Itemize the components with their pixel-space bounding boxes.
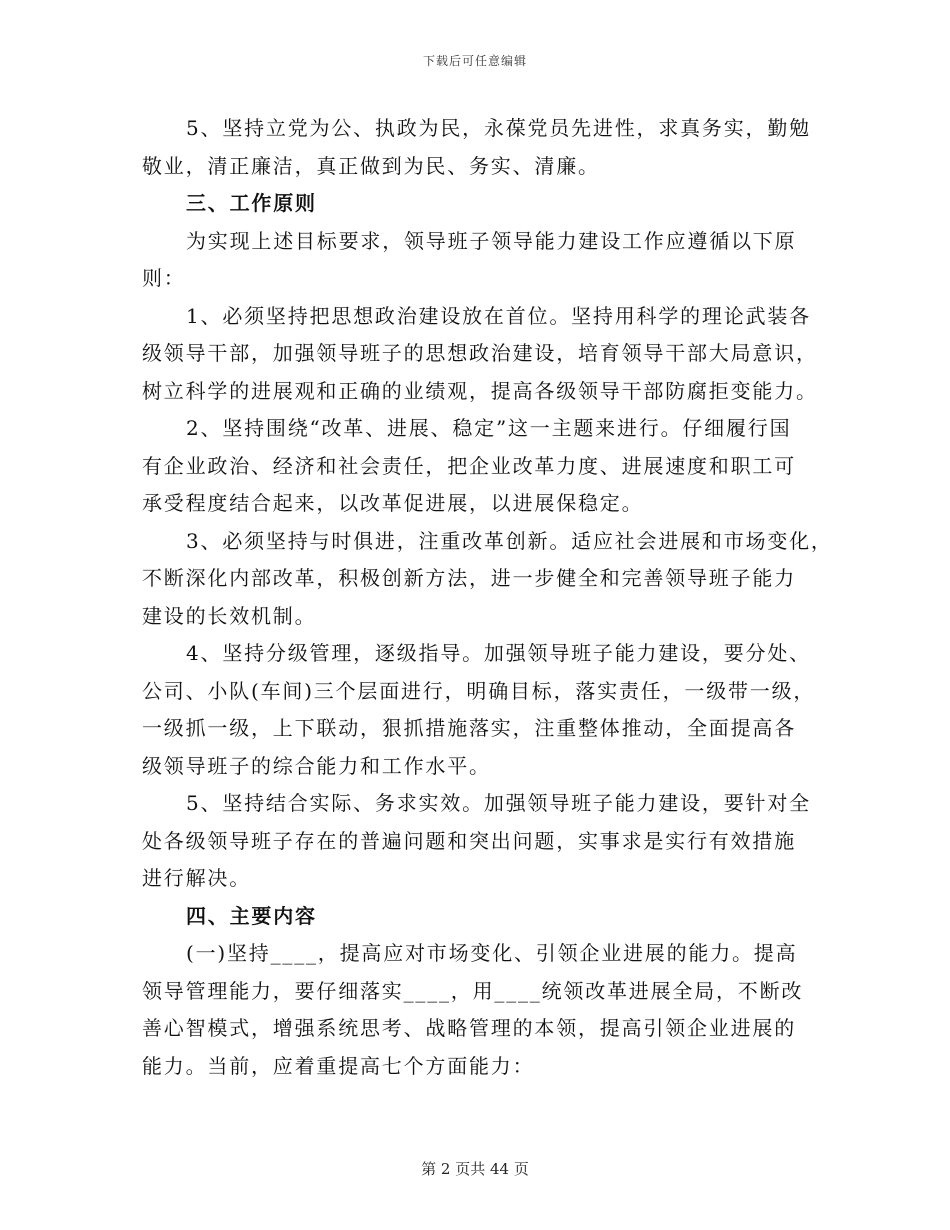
text-line: 敬业，清正廉洁，真正做到为民、务实、清廉。 — [142, 153, 600, 178]
text-line: 5、坚持结合实际、务求实效。加强领导班子能力建设，要针对全 — [186, 791, 811, 815]
text-line: 为实现上述目标要求，领导班子领导能力建设工作应遵循以下原 — [186, 228, 797, 253]
text-line: (一)坚持____，提高应对市场变化、引领企业进展的能力。提高 — [186, 941, 798, 965]
document-body — [142, 110, 833, 1085]
section-heading: 三、工作原则 — [186, 191, 317, 215]
section-heading: 四、主要内容 — [186, 903, 317, 928]
text-line: 有企业政治、经济和社会责任，把企业改革力度、进展速度和职工可 — [142, 453, 796, 478]
text-line: 不断深化内部改革，积极创新方法，进一步健全和完善领导班子能力 — [142, 566, 796, 590]
text-line: 处各级领导班子存在的普遍问题和突出问题，实事求是实行有效措施 — [142, 828, 796, 853]
text-line: 4、坚持分级管理，逐级指导。加强领导班子能力建设，要分处、 — [186, 641, 811, 665]
text-line: 级领导班子的综合能力和工作水平。 — [142, 753, 491, 778]
text-line: 善心智模式，增强系统思考、战略管理的本领，提高引领企业进展的 — [142, 1016, 796, 1040]
text-line: 级领导干部，加强领导班子的思想政治建设，培育领导干部大局意识， — [142, 341, 818, 365]
text-line: 进行解决。 — [142, 866, 251, 890]
text-line: 5、坚持立党为公、执政为民，永葆党员先进性，求真务实，勤勉 — [186, 116, 811, 140]
text-line: 2、坚持围绕“改革、进展、稳定”这一主题来进行。仔细履行国 — [186, 416, 792, 440]
text-line: 1、必须坚持把思想政治建设放在首位。坚持用科学的理论武装各 — [186, 303, 811, 328]
page-header: 下载后可任意编辑 — [422, 54, 527, 68]
text-line: 建设的长效机制。 — [142, 603, 317, 628]
text-line: 领导管理能力，要仔细落实____，用____统领改革进展全局，不断改 — [142, 978, 804, 1003]
text-line: 承受程度结合起来，以改革促进展，以进展保稳定。 — [142, 491, 644, 515]
text-line: 3、必须坚持与时俱进，注重改革创新。适应社会进展和市场变化， — [186, 528, 833, 553]
page-footer: 第 2 页共 44 页 — [421, 1160, 529, 1178]
text-line: 公司、小队(车间)三个层面进行，明确目标，落实责任，一级带一级， — [142, 678, 816, 703]
text-line: 树立科学的进展观和正确的业绩观，提高各级领导干部防腐拒变能力。 — [142, 378, 818, 403]
text-line: 则： — [142, 266, 186, 290]
text-line: 一级抓一级，上下联动，狠抓措施落实，注重整体推动，全面提高各 — [142, 716, 796, 740]
text-line: 能力。当前，应着重提高七个方面能力： — [142, 1053, 535, 1078]
